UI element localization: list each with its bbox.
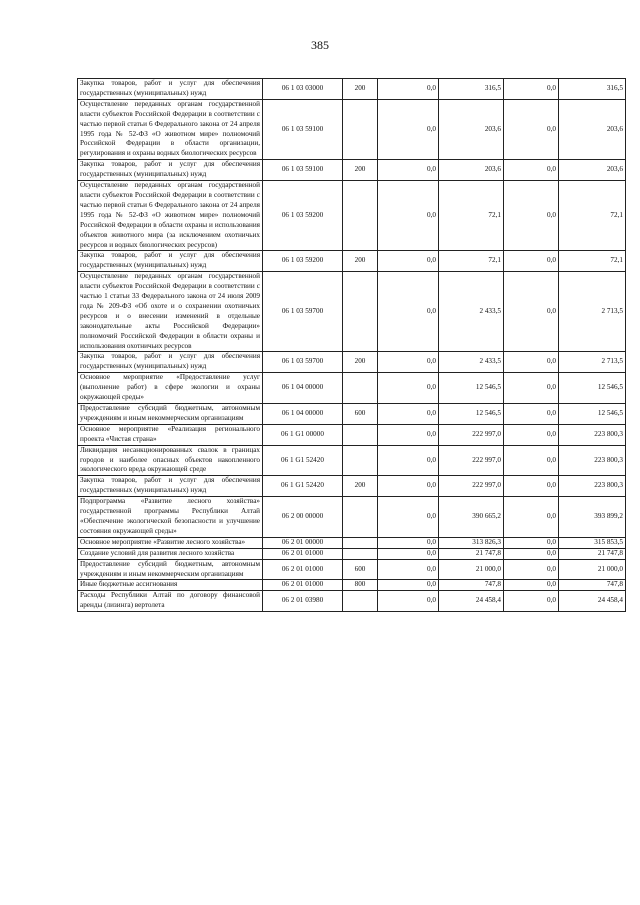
target-code-cell: 06 1 G1 00000 (263, 424, 343, 445)
expense-type-cell: 200 (343, 79, 378, 100)
expense-type-cell (343, 272, 378, 352)
item-name-cell: Основное мероприятие «Реализация регионального проекта «Чистая страна» (78, 424, 263, 445)
amount-cell-4: 72,1 (559, 251, 626, 272)
item-name-cell: Основное мероприятие «Развитие лесного хозяйства» (78, 537, 263, 548)
table-row (78, 404, 626, 425)
budget-table (77, 78, 626, 612)
target-code-cell: 06 1 03 59700 (263, 352, 343, 373)
target-code-cell: 06 2 00 00000 (263, 497, 343, 538)
table-row (78, 476, 626, 497)
item-name-cell: Закупка товаров, работ и услуг для обеспечения государственных (муниципальных) нужд (78, 352, 263, 373)
item-name-cell: Осуществление переданных органам государственной власти субъектов Российской Федерации в соответствии с частью первой статьи 6 Федерального закона от 24 апреля 1995 года № 52-ФЗ «О животном мире» полномочий Российской Федерации в области охраны и использования объектов животного мира (за исключением охотничьих ресурсов и водных биологических ресурсов) (78, 181, 263, 251)
amount-cell-2: 24 458,4 (439, 591, 504, 612)
target-code-cell: 06 1 G1 52420 (263, 445, 343, 476)
amount-cell-1: 0,0 (378, 580, 439, 591)
table-row (78, 548, 626, 559)
expense-type-cell: 600 (343, 559, 378, 580)
item-name-cell: Осуществление переданных органам государственной власти субъектов Российской Федерации в соответствии с частью 1 статьи 33 Федерального закона от 24 июля 2009 года № 209-ФЗ «Об охоте и о сохранении охотничьих ресурсов и о внесении изменений в отдельные законодательные акты Российской Федерации» полномочий Российской Федерации в области охраны и использования охотничьих ресурсов (78, 272, 263, 352)
expense-type-cell: 200 (343, 352, 378, 373)
amount-cell-4: 24 458,4 (559, 591, 626, 612)
amount-cell-1: 0,0 (378, 79, 439, 100)
amount-cell-2: 2 433,5 (439, 272, 504, 352)
amount-cell-4: 223 800,3 (559, 445, 626, 476)
amount-cell-4: 203,6 (559, 99, 626, 159)
amount-cell-1: 0,0 (378, 251, 439, 272)
amount-cell-3: 0,0 (504, 559, 559, 580)
target-code-cell: 06 1 03 59200 (263, 181, 343, 251)
target-code-cell: 06 2 01 00000 (263, 537, 343, 548)
table-row (78, 373, 626, 404)
amount-cell-4: 21 000,0 (559, 559, 626, 580)
amount-cell-3: 0,0 (504, 424, 559, 445)
amount-cell-3: 0,0 (504, 548, 559, 559)
amount-cell-2: 222 997,0 (439, 424, 504, 445)
expense-type-cell (343, 445, 378, 476)
amount-cell-1: 0,0 (378, 591, 439, 612)
amount-cell-3: 0,0 (504, 272, 559, 352)
amount-cell-2: 316,5 (439, 79, 504, 100)
table-row (78, 580, 626, 591)
expense-type-cell (343, 497, 378, 538)
amount-cell-4: 203,6 (559, 160, 626, 181)
target-code-cell: 06 1 03 59700 (263, 272, 343, 352)
target-code-cell: 06 1 04 00000 (263, 373, 343, 404)
amount-cell-2: 21 747,8 (439, 548, 504, 559)
table-row (78, 272, 626, 352)
amount-cell-2: 2 433,5 (439, 352, 504, 373)
expense-type-cell (343, 424, 378, 445)
amount-cell-1: 0,0 (378, 272, 439, 352)
amount-cell-2: 747,8 (439, 580, 504, 591)
amount-cell-1: 0,0 (378, 424, 439, 445)
amount-cell-1: 0,0 (378, 537, 439, 548)
amount-cell-2: 222 997,0 (439, 445, 504, 476)
amount-cell-3: 0,0 (504, 251, 559, 272)
expense-type-cell (343, 548, 378, 559)
amount-cell-1: 0,0 (378, 404, 439, 425)
expense-type-cell: 200 (343, 476, 378, 497)
item-name-cell: Закупка товаров, работ и услуг для обеспечения государственных (муниципальных) нужд (78, 160, 263, 181)
item-name-cell: Закупка товаров, работ и услуг для обеспечения государственных (муниципальных) нужд (78, 251, 263, 272)
expense-type-cell (343, 591, 378, 612)
amount-cell-2: 313 826,3 (439, 537, 504, 548)
table-row (78, 251, 626, 272)
item-name-cell: Осуществление переданных органам государственной власти субъектов Российской Федерации в соответствии с частью первой статьи 6 Федерального закона от 24 апреля 1995 года № 52-ФЗ «О животном мире» полномочий Российской Федерации в области организации, регулирования и охраны водных биологических ресурсов (78, 99, 263, 159)
table-row (78, 591, 626, 612)
amount-cell-3: 0,0 (504, 445, 559, 476)
target-code-cell: 06 1 03 59100 (263, 99, 343, 159)
table-row (78, 497, 626, 538)
amount-cell-3: 0,0 (504, 160, 559, 181)
amount-cell-4: 223 800,3 (559, 424, 626, 445)
amount-cell-3: 0,0 (504, 181, 559, 251)
amount-cell-2: 12 546,5 (439, 404, 504, 425)
amount-cell-4: 747,8 (559, 580, 626, 591)
amount-cell-3: 0,0 (504, 497, 559, 538)
item-name-cell: Подпрограмма «Развитие лесного хозяйства» государственной программы Республики Алтай «Обеспечение экологической безопасности и улучшение состояния окружающей среды» (78, 497, 263, 538)
amount-cell-2: 222 997,0 (439, 476, 504, 497)
amount-cell-1: 0,0 (378, 352, 439, 373)
amount-cell-4: 2 713,5 (559, 352, 626, 373)
amount-cell-4: 72,1 (559, 181, 626, 251)
item-name-cell: Предоставление субсидий бюджетным, автономным учреждениям и иным некоммерческим организациям (78, 559, 263, 580)
amount-cell-3: 0,0 (504, 591, 559, 612)
expense-type-cell: 200 (343, 251, 378, 272)
amount-cell-1: 0,0 (378, 559, 439, 580)
item-name-cell: Ликвидация несанкционированных свалок в границах городов и наиболее опасных объектов накопленного экологического вреда окружающей среде (78, 445, 263, 476)
expense-type-cell (343, 99, 378, 159)
amount-cell-3: 0,0 (504, 404, 559, 425)
amount-cell-1: 0,0 (378, 548, 439, 559)
amount-cell-1: 0,0 (378, 373, 439, 404)
expense-type-cell (343, 373, 378, 404)
item-name-cell: Закупка товаров, работ и услуг для обеспечения государственных (муниципальных) нужд (78, 476, 263, 497)
amount-cell-1: 0,0 (378, 99, 439, 159)
item-name-cell: Закупка товаров, работ и услуг для обеспечения государственных (муниципальных) нужд (78, 79, 263, 100)
table-row (78, 424, 626, 445)
table-row (78, 445, 626, 476)
amount-cell-1: 0,0 (378, 497, 439, 538)
amount-cell-1: 0,0 (378, 476, 439, 497)
amount-cell-1: 0,0 (378, 445, 439, 476)
amount-cell-2: 203,6 (439, 99, 504, 159)
amount-cell-2: 72,1 (439, 251, 504, 272)
item-name-cell: Иные бюджетные ассигнования (78, 580, 263, 591)
expense-type-cell: 200 (343, 160, 378, 181)
target-code-cell: 06 2 01 03980 (263, 591, 343, 612)
table-row (78, 79, 626, 100)
expense-type-cell (343, 181, 378, 251)
table-row (78, 181, 626, 251)
target-code-cell: 06 2 01 01000 (263, 559, 343, 580)
budget-table-body (78, 79, 626, 612)
page-number: 385 (311, 38, 329, 52)
table-row (78, 160, 626, 181)
target-code-cell: 06 1 G1 52420 (263, 476, 343, 497)
amount-cell-2: 12 546,5 (439, 373, 504, 404)
target-code-cell: 06 2 01 01000 (263, 548, 343, 559)
expense-type-cell (343, 537, 378, 548)
target-code-cell: 06 2 01 01000 (263, 580, 343, 591)
amount-cell-2: 203,6 (439, 160, 504, 181)
amount-cell-4: 223 800,3 (559, 476, 626, 497)
amount-cell-3: 0,0 (504, 537, 559, 548)
amount-cell-2: 21 000,0 (439, 559, 504, 580)
amount-cell-3: 0,0 (504, 99, 559, 159)
amount-cell-4: 316,5 (559, 79, 626, 100)
item-name-cell: Основное мероприятие «Предоставление услуг (выполнение работ) в сфере экологии и охраны окружающей среды» (78, 373, 263, 404)
target-code-cell: 06 1 03 59100 (263, 160, 343, 181)
table-row (78, 537, 626, 548)
amount-cell-2: 390 665,2 (439, 497, 504, 538)
expense-type-cell: 800 (343, 580, 378, 591)
item-name-cell: Расходы Республики Алтай по договору финансовой аренды (лизинга) вертолета (78, 591, 263, 612)
amount-cell-4: 21 747,8 (559, 548, 626, 559)
amount-cell-3: 0,0 (504, 580, 559, 591)
amount-cell-2: 72,1 (439, 181, 504, 251)
item-name-cell: Создание условий для развития лесного хозяйства (78, 548, 263, 559)
target-code-cell: 06 1 04 00000 (263, 404, 343, 425)
target-code-cell: 06 1 03 59200 (263, 251, 343, 272)
target-code-cell: 06 1 03 03000 (263, 79, 343, 100)
table-row (78, 559, 626, 580)
amount-cell-3: 0,0 (504, 79, 559, 100)
amount-cell-1: 0,0 (378, 181, 439, 251)
amount-cell-4: 12 546,5 (559, 373, 626, 404)
amount-cell-3: 0,0 (504, 476, 559, 497)
table-row (78, 99, 626, 159)
amount-cell-4: 315 853,5 (559, 537, 626, 548)
amount-cell-4: 2 713,5 (559, 272, 626, 352)
expense-type-cell: 600 (343, 404, 378, 425)
table-row (78, 352, 626, 373)
amount-cell-3: 0,0 (504, 373, 559, 404)
amount-cell-1: 0,0 (378, 160, 439, 181)
item-name-cell: Предоставление субсидий бюджетным, автономным учреждениям и иным некоммерческим организациям (78, 404, 263, 425)
amount-cell-4: 12 546,5 (559, 404, 626, 425)
amount-cell-3: 0,0 (504, 352, 559, 373)
amount-cell-4: 393 899,2 (559, 497, 626, 538)
